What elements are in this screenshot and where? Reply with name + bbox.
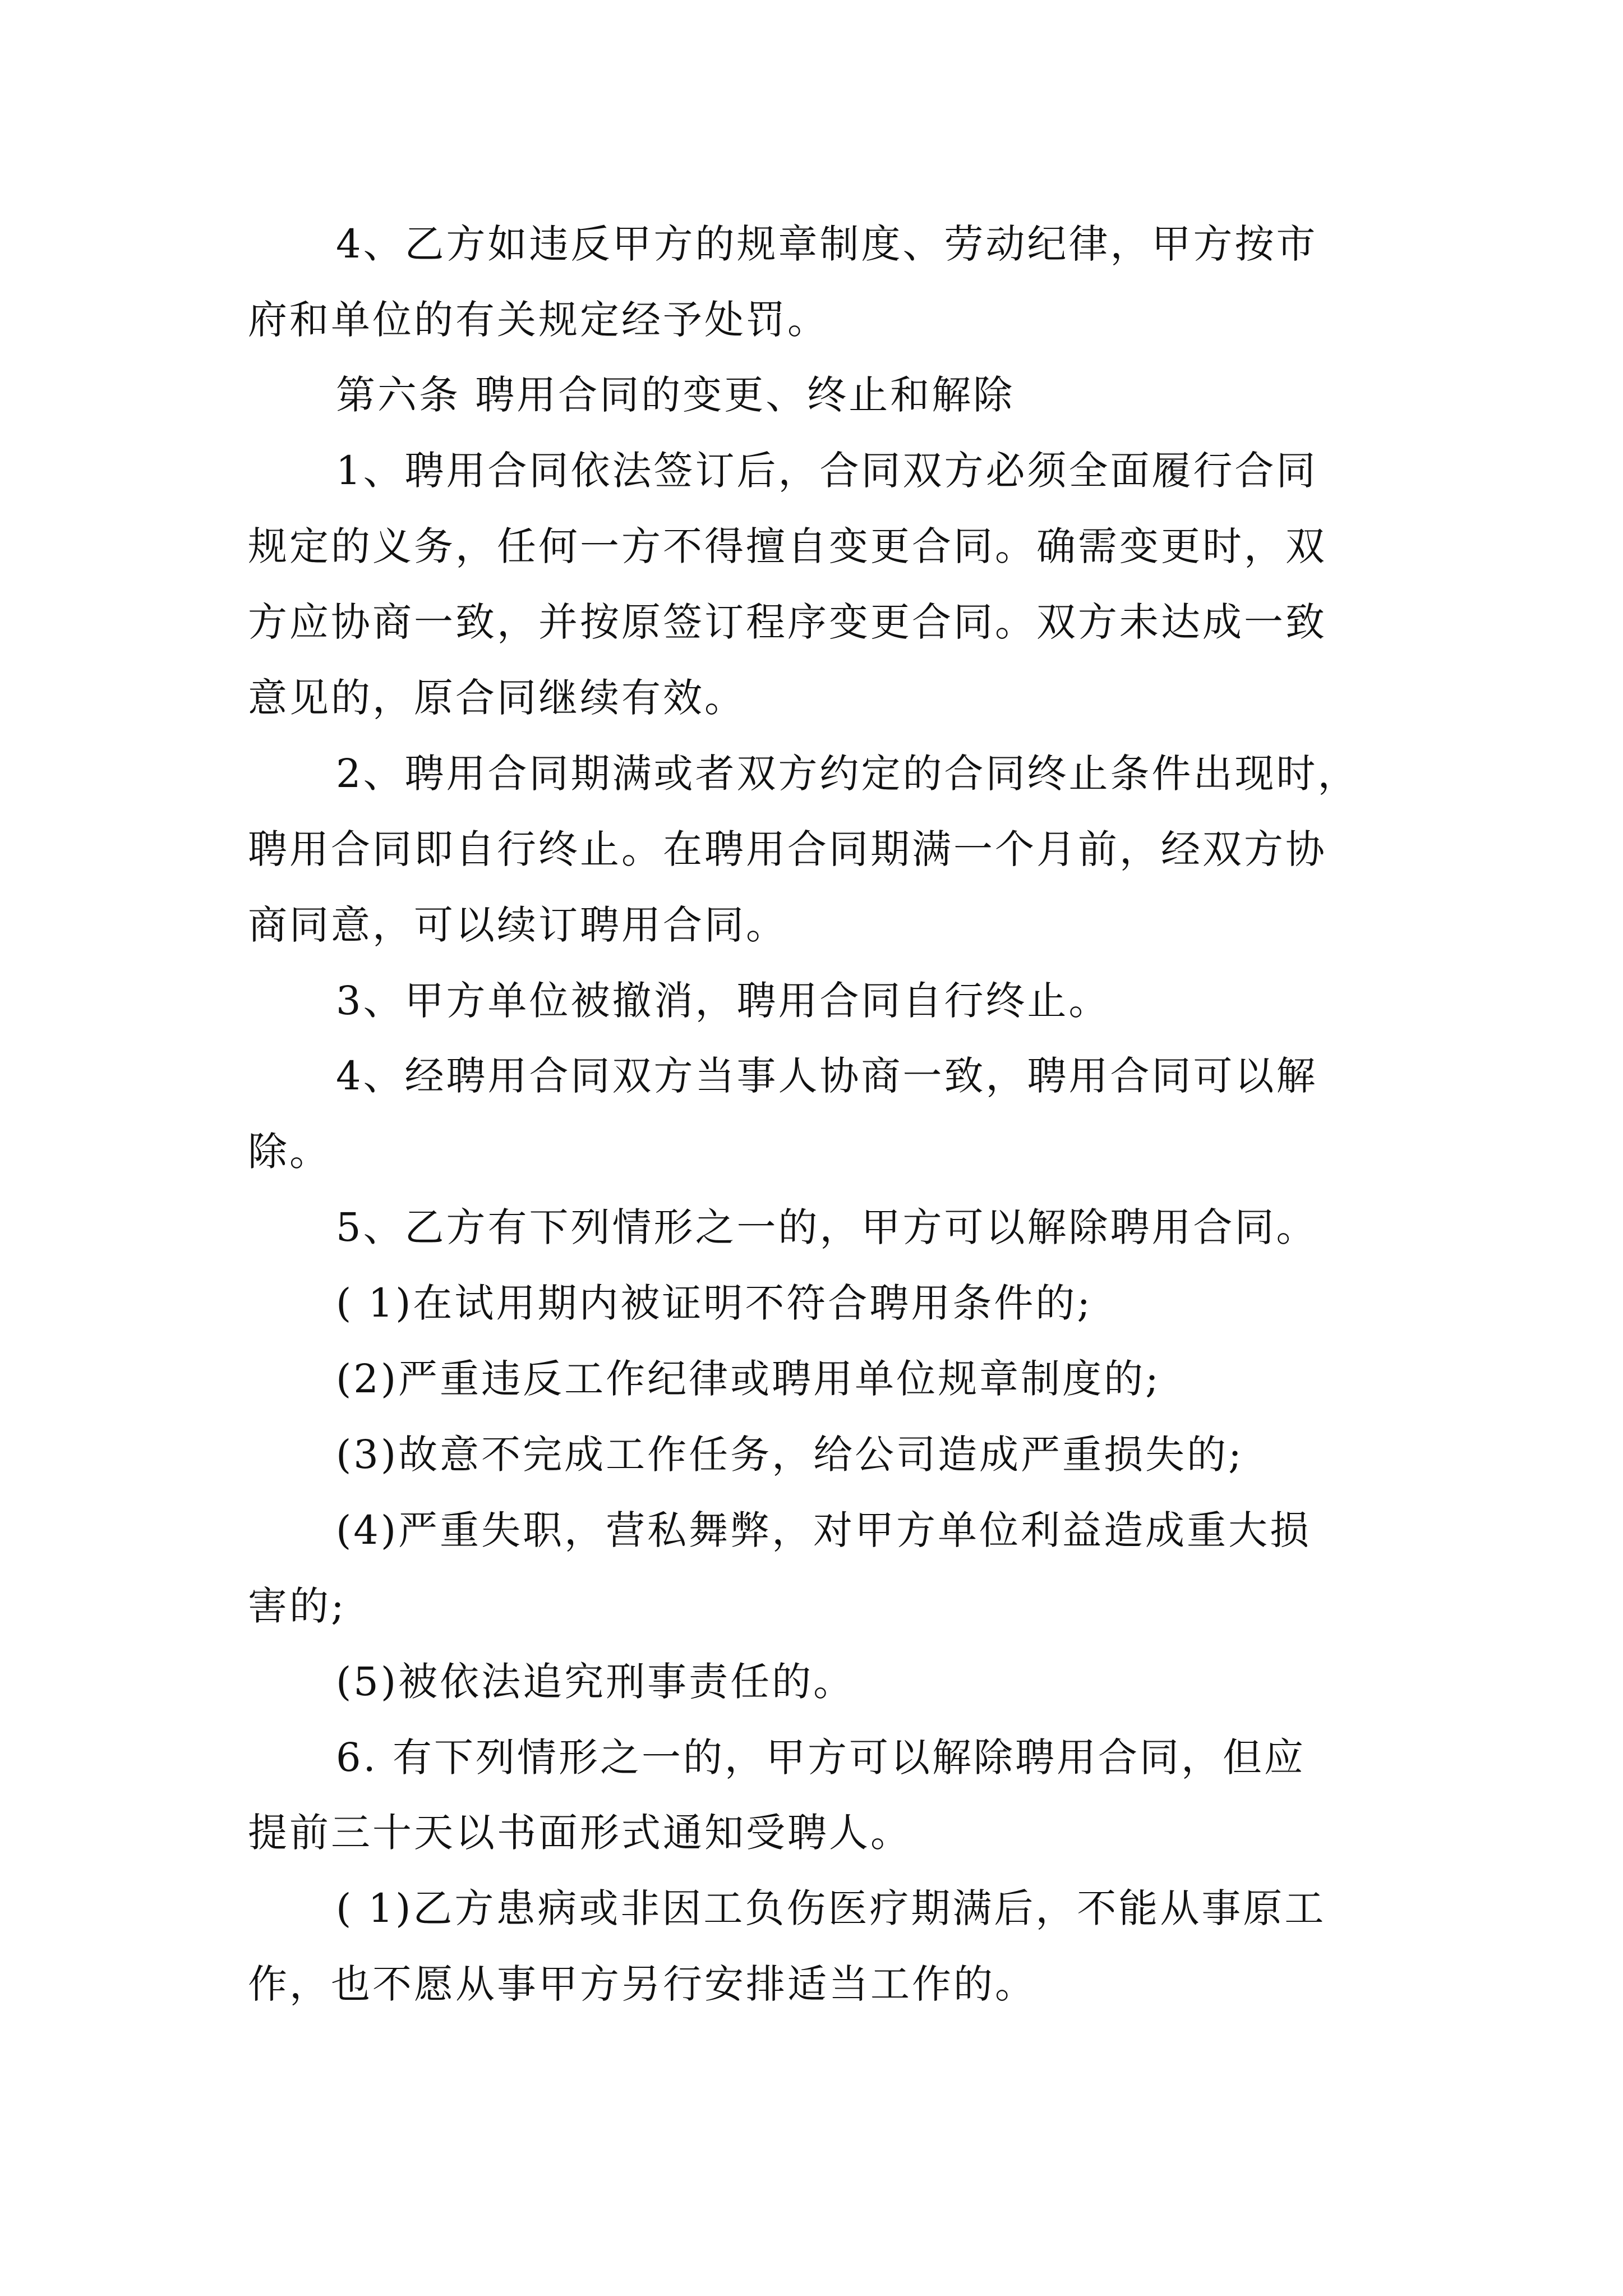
list-item: ( 1)在试用期内被证明不符合聘用条件的; xyxy=(336,1280,1092,1326)
paragraph-line: 府和单位的有关规定经予处罚。 xyxy=(248,297,829,343)
list-item-continuation: 作，也不愿从事甲方另行安排适当工作的。 xyxy=(248,1961,1036,2007)
paragraph-line: 4、乙方如违反甲方的规章制度、劳动纪律，甲方按市 xyxy=(336,221,1318,267)
paragraph-line: 商同意，可以续订聘用合同。 xyxy=(248,902,787,948)
list-item-continuation: 害的; xyxy=(248,1583,347,1629)
list-item: (5)被依法追究刑事责任的。 xyxy=(336,1659,855,1705)
section-heading: 第六条 聘用合同的变更、终止和解除 xyxy=(336,372,1015,418)
paragraph-line: 意见的，原合同继续有效。 xyxy=(248,675,746,721)
paragraph-line: 提前三十天以书面形式通知受聘人。 xyxy=(248,1810,912,1856)
list-item: ( 1)乙方患病或非因工负伤医疗期满后，不能从事原工 xyxy=(336,1885,1326,1931)
paragraph-line: 6. 有下列情形之一的，甲方可以解除聘用合同，但应 xyxy=(336,1734,1306,1780)
paragraph-line: 聘用合同即自行终止。在聘用合同期满一个月前，经双方协 xyxy=(248,826,1327,872)
list-item: (3)故意不完成工作任务，给公司造成严重损失的; xyxy=(336,1432,1244,1478)
paragraph-line: 方应协商一致，并按原签订程序变更合同。双方未达成一致 xyxy=(248,599,1327,645)
paragraph-line: 5、乙方有下列情形之一的，甲方可以解除聘用合同。 xyxy=(336,1204,1318,1250)
paragraph-line: 1、聘用合同依法签订后，合同双方必须全面履行合同 xyxy=(336,448,1318,494)
paragraph-line: 除。 xyxy=(248,1129,331,1175)
paragraph-line: 3、甲方单位被撤消，聘用合同自行终止。 xyxy=(336,978,1110,1024)
paragraph-line: 2、聘用合同期满或者双方约定的合同终止条件出现时， xyxy=(336,751,1359,797)
list-item: (4)严重失职，营私舞弊，对甲方单位利益造成重大损 xyxy=(336,1507,1312,1553)
paragraph-line: 4、经聘用合同双方当事人协商一致，聘用合同可以解 xyxy=(336,1053,1318,1099)
paragraph-line: 规定的义务，任何一方不得擅自变更合同。确需变更时，双 xyxy=(248,523,1327,569)
list-item: (2)严重违反工作纪律或聘用单位规章制度的; xyxy=(336,1356,1161,1402)
